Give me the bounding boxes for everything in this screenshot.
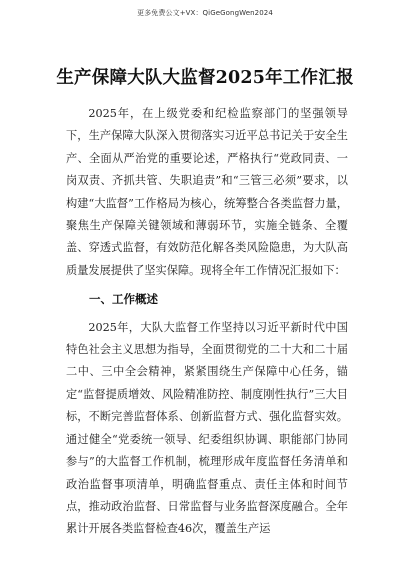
header-watermark: 更多免费公文+VX：QiGeGongWen2024 xyxy=(137,9,273,17)
document-body xyxy=(66,103,348,541)
section-paragraph: 2025年，大队大监督工作坚持以习近平新时代中国特色社会主义思想为指导，全面贯彻党的二十大和二十届二中、三中全会精神，紧紧围绕生产保障中心任务，锚定“监督提质增效、风险精准防控、制度刚性执行”三大目标，不断完善监督体系、创新监督方式、强化监督实效。通过健全“党委统一领导、纪委组织协调、职能部门协同参与”的大监督工作机制，梳理形成年度监督任务清单和政治监督事项清单，明确监督重点、责任主体和时间节点，推动政治监督、日常监督与业务监督深度融合。全年累计开展各类监督检查46次，覆盖生产运 xyxy=(66,320,348,536)
document-title: 生产保障大队大监督2025年工作汇报 xyxy=(56,68,354,88)
section-heading: 一、工作概述 xyxy=(89,292,158,307)
intro-paragraph: 2025年，在上级党委和纪检监察部门的坚强领导下，生产保障大队深入贯彻落实习近平总书记关于安全生产、全面从严治党的重要论述，严格执行“党政同责、一岗双责、齐抓共管、失职追责”和“三管三必须”要求，以构建“大监督”工作格局为核心，统筹整合各类监督力量，聚焦生产保障关键领域和薄弱环节，实施全链条、全覆盖、穿透式监督，有效防范化解各类风险隐患，为大队高质量发展提供了坚实保障。现将全年工作情况汇报如下： xyxy=(66,107,348,277)
